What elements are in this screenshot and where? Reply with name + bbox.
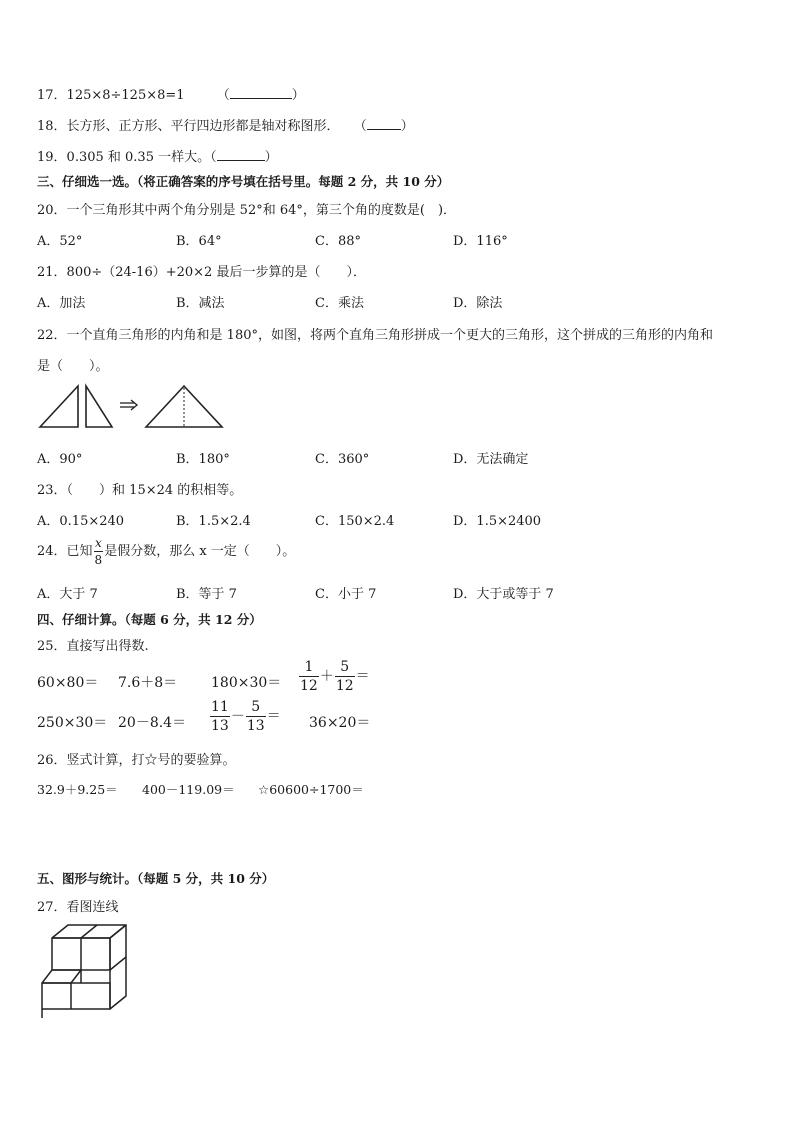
option-a[interactable]: A．大于 7 — [37, 587, 98, 602]
option-d[interactable]: D．除法 — [453, 296, 503, 311]
operator: ＋ — [319, 668, 334, 685]
question-24-suffix: 是假分数，那么 x 一定（ ）。 — [104, 544, 296, 559]
option-b[interactable]: B．180° — [176, 452, 230, 467]
option-d[interactable]: D．1.5×2400 — [453, 514, 542, 529]
option-c[interactable]: C．360° — [315, 452, 370, 467]
option-a[interactable]: A．90° — [37, 452, 83, 467]
equals: ＝ — [266, 708, 281, 725]
option-d[interactable]: D．无法确定 — [453, 452, 529, 467]
denominator: 12 — [335, 678, 354, 694]
question-text: 0.305 和 0.35 一样大。 — [66, 150, 211, 165]
question-18 — [37, 115, 414, 134]
option-c[interactable]: C．乘法 — [315, 296, 364, 311]
calc-250x30: 250×30＝ — [37, 715, 108, 731]
numerator: 11 — [211, 699, 229, 715]
question-22-line1: 22．一个直角三角形的内角和是 180°，如图，将两个直角三角形拼成一个更大的三角形，这个拼成的三角形的内角和 — [37, 328, 713, 343]
numerator: 1 — [299, 660, 319, 677]
vertical-calc-1: 32.9＋9.25＝ — [37, 782, 118, 797]
section-5-title: 五、图形与统计。（每题 5 分，共 10 分） — [37, 871, 275, 886]
question-25-title: 25．直接写出得数. — [37, 639, 149, 654]
option-b[interactable]: B．64° — [176, 234, 222, 249]
equals: ＝ — [355, 668, 370, 685]
question-17 — [37, 84, 305, 103]
question-21-text: 21．800÷（24-16）+20×2 最后一步算的是（ ）． — [37, 265, 366, 280]
question-24-prefix: 24．已知 — [37, 544, 93, 559]
option-d[interactable]: D．大于或等于 7 — [453, 587, 554, 602]
denominator: 12 — [300, 678, 318, 694]
question-20-text: 20．一个三角形其中两个角分别是 52°和 64°，第三个角的度数是( )． — [37, 203, 457, 218]
question-text: 长方形、正方形、平行四边形都是轴对称图形． — [66, 119, 340, 134]
option-a[interactable]: A．加法 — [37, 296, 86, 311]
question-26-title: 26．竖式计算，打☆号的要验算。 — [37, 753, 236, 768]
paren-right: ） — [264, 150, 278, 165]
option-a[interactable]: A．52° — [37, 234, 83, 249]
option-a[interactable]: A．0.15×240 — [37, 514, 125, 529]
section-3-title: 三、仔细选一选。（将正确答案的序号填在括号里。每题 2 分，共 10 分） — [37, 174, 450, 189]
calc-20-minus-8.4: 20－8.4＝ — [118, 715, 187, 731]
lower-front-face — [42, 983, 110, 1009]
question-text: 125×8÷125×8=1 — [66, 88, 185, 103]
question-27-title: 27．看图连线 — [37, 900, 119, 915]
cube-stack-figure — [38, 920, 132, 1020]
answer-blank[interactable] — [217, 148, 265, 161]
calc-fraction-sum — [298, 660, 370, 693]
right-side-face — [110, 925, 126, 1009]
question-number: 18． — [37, 119, 67, 134]
lower-top-face — [42, 970, 81, 983]
option-b[interactable]: B．1.5×2.4 — [176, 514, 251, 529]
triangle-combine-figure — [36, 383, 226, 433]
denominator: 13 — [246, 718, 265, 734]
question-24 — [37, 537, 295, 566]
calc-180x30: 180×30＝ — [211, 675, 282, 691]
fraction — [246, 700, 266, 733]
option-d[interactable]: D．116° — [453, 234, 508, 249]
question-23-text: 23．（ ）和 15×24 的积相等。 — [37, 483, 243, 498]
fraction — [335, 660, 355, 693]
option-c[interactable]: C．88° — [315, 234, 361, 249]
denominator: 8 — [94, 553, 103, 567]
calc-36x20: 36×20＝ — [309, 715, 371, 731]
fraction-x-over-8 — [94, 537, 104, 566]
answer-blank[interactable] — [367, 117, 401, 130]
vertical-calc-3: ☆60600÷1700＝ — [258, 782, 364, 797]
option-c[interactable]: C．小于 7 — [315, 587, 377, 602]
question-19 — [37, 146, 278, 165]
fraction — [299, 660, 319, 693]
option-c[interactable]: C．150×2.4 — [315, 514, 395, 529]
vertical-calc-2: 400－119.09＝ — [142, 782, 235, 797]
question-number: 17． — [37, 88, 67, 103]
question-22-line2: 是（ ）。 — [37, 359, 109, 374]
denominator: 13 — [211, 718, 229, 734]
right-triangle-left — [40, 386, 78, 427]
arrow-icon — [120, 400, 137, 410]
numerator: x — [94, 536, 102, 550]
calc-7.6-plus-8: 7.6＋8＝ — [118, 675, 178, 691]
calc-fraction-diff — [209, 700, 281, 733]
right-triangle-right — [86, 386, 112, 427]
answer-blank[interactable] — [230, 86, 292, 99]
paren-left: （ — [353, 119, 367, 134]
question-number: 19． — [37, 150, 67, 165]
option-b[interactable]: B．减法 — [176, 296, 225, 311]
calc-60x80: 60×80＝ — [37, 675, 99, 691]
paren-right: ） — [400, 119, 414, 134]
numerator: 5 — [246, 700, 266, 717]
paren-right: ） — [291, 88, 305, 103]
fraction — [210, 700, 230, 733]
numerator: 5 — [335, 660, 355, 677]
paren-left: （ — [210, 150, 217, 165]
operator: － — [230, 708, 245, 725]
option-b[interactable]: B．等于 7 — [176, 587, 237, 602]
paren-left: （ — [216, 88, 230, 103]
section-4-title: 四、仔细计算。（每题 6 分，共 12 分） — [37, 612, 262, 627]
